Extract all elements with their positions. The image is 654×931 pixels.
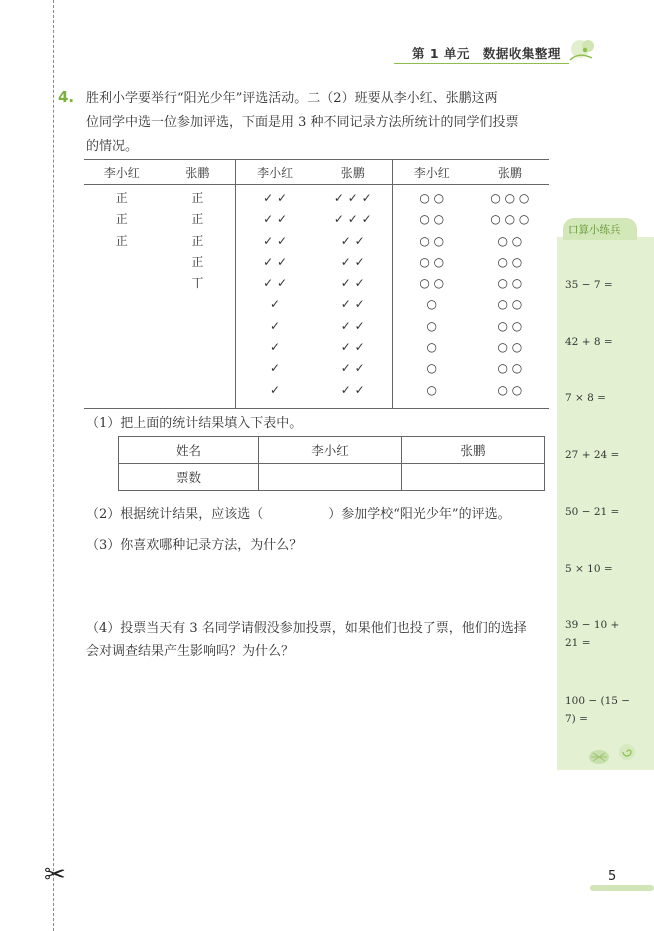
check-mark: ✓ ✓ <box>340 340 365 355</box>
check-mark: ✓ <box>270 340 281 355</box>
circle-mark: ○ ○ <box>497 276 523 291</box>
header-zhang: 张鹏 <box>185 165 210 180</box>
check-mark: ✓ ✓ <box>263 212 288 227</box>
sub-question-4-line: （4）投票当天有 3 名同学请假没参加投票，如果他们也投了票，他们的选择 <box>86 621 527 636</box>
shell-decoration-icon <box>583 740 643 766</box>
sub-question-3: （3）你喜欢哪种记录方法，为什么？ <box>86 538 303 553</box>
check-mark: ✓ <box>270 297 281 312</box>
circle-mark: ○ <box>426 297 437 312</box>
exercise-item: 50 − 21 = <box>565 506 620 518</box>
sidebar-title: 口算小练兵 <box>568 224 621 236</box>
result-header-zhang: 张鹏 <box>402 437 545 464</box>
check-mark: ✓ ✓ <box>340 382 365 397</box>
exercise-item: 27 + 24 = <box>565 449 620 461</box>
header-li: 李小红 <box>413 165 450 180</box>
method1-zhang-column <box>160 188 236 294</box>
check-mark: ✓ ✓ <box>263 276 288 291</box>
circle-mark: ○ <box>426 382 437 397</box>
header-zhang: 张鹏 <box>340 165 365 180</box>
exercise-item: 7) = <box>565 713 588 725</box>
circle-mark: ○ ○ <box>419 276 445 291</box>
page-number-bar <box>590 885 654 891</box>
scissors-icon: ✂ <box>44 860 66 890</box>
check-mark: ✓ ✓ <box>340 297 365 312</box>
check-mark: ✓ ✓ <box>340 318 365 333</box>
result-table <box>118 436 545 491</box>
cut-line <box>53 0 54 931</box>
method3-cell <box>392 185 549 409</box>
exercise-item: 39 − 10 + <box>565 619 620 631</box>
method1-li-column <box>84 188 160 252</box>
circle-mark: ○ ○ <box>419 191 445 205</box>
method1-header <box>84 160 236 185</box>
check-mark: ✓ <box>270 361 281 376</box>
question-intro <box>86 87 548 159</box>
method2-li-column <box>236 188 314 401</box>
circle-mark: ○ ○ <box>497 361 523 376</box>
circle-mark: ○ ○ <box>497 318 523 333</box>
circle-mark: ○ ○ <box>497 297 523 312</box>
circle-mark: ○ ○ <box>497 340 523 355</box>
tally-mark: 丅 <box>191 276 204 291</box>
check-mark: ✓ <box>270 382 281 397</box>
method3-header <box>392 160 549 185</box>
sub-question-4 <box>86 617 551 663</box>
intro-line: 位同学中选一位参加评选，下面是用 3 种不同记录方法所统计的同学们投票 <box>86 115 519 130</box>
header-li: 李小红 <box>103 165 140 180</box>
sub-question-1: （1）把上面的统计结果填入下表中。 <box>86 416 303 431</box>
tally-mark: 正 <box>115 212 128 227</box>
circle-mark: ○ ○ <box>497 254 523 269</box>
sub-question-2: （2）根据统计结果，应该选（ ）参加学校“阳光少年”的评选。 <box>86 507 511 522</box>
intro-line: 胜利小学要举行“阳光少年”评选活动。二（2）班要从李小红、张鹏这两 <box>86 91 498 106</box>
intro-line: 的情况。 <box>86 139 139 154</box>
check-mark: ✓ <box>270 318 281 333</box>
tally-mark: 正 <box>191 212 204 227</box>
header-li: 李小红 <box>257 165 294 180</box>
circle-mark: ○ ○ ○ <box>490 191 530 205</box>
method2-cell <box>236 185 392 409</box>
exercise-item: 100 − (15 − <box>565 695 631 707</box>
result-zhang-votes-field[interactable] <box>402 464 545 491</box>
result-header-li: 李小红 <box>259 437 402 464</box>
circle-mark: ○ ○ <box>497 382 523 397</box>
exercise-item: 21 = <box>565 637 591 649</box>
unit-title: 第 1 单元 数据收集整理 <box>412 46 561 61</box>
check-mark: ✓ ✓ ✓ <box>333 191 372 205</box>
tally-mark: 正 <box>191 233 204 248</box>
result-li-votes-field[interactable] <box>259 464 402 491</box>
method2-header <box>236 160 392 185</box>
circle-mark: ○ ○ ○ <box>490 212 530 227</box>
header-rule <box>394 63 569 64</box>
question-number: 4. <box>58 88 75 106</box>
method3-zhang-column <box>471 188 549 401</box>
method3-li-column <box>393 188 471 401</box>
result-header-name: 姓名 <box>119 437 259 464</box>
method1-cell <box>84 185 236 409</box>
page-number: 5 <box>608 869 617 884</box>
check-mark: ✓ ✓ <box>263 254 288 269</box>
tally-mark: 正 <box>115 191 128 205</box>
tally-mark: 正 <box>191 191 204 205</box>
tally-mark: 正 <box>115 233 128 248</box>
check-mark: ✓ ✓ <box>340 254 365 269</box>
exercise-item: 5 × 10 = <box>565 563 613 575</box>
check-mark: ✓ ✓ <box>340 361 365 376</box>
tally-table <box>84 159 549 409</box>
circle-mark: ○ <box>426 361 437 376</box>
exercise-item: 42 + 8 = <box>565 336 613 348</box>
circle-mark: ○ ○ <box>419 233 445 248</box>
circle-mark: ○ <box>426 340 437 355</box>
circle-mark: ○ ○ <box>419 254 445 269</box>
header-zhang: 张鹏 <box>497 165 522 180</box>
check-mark: ✓ ✓ <box>263 233 288 248</box>
check-mark: ✓ ✓ <box>340 276 365 291</box>
leaf-decoration-icon <box>566 36 600 66</box>
sub-question-4-line: 会对调查结果产生影响吗？为什么？ <box>86 644 295 659</box>
method2-zhang-column <box>314 188 392 401</box>
tally-mark: 正 <box>191 254 204 269</box>
exercise-item: 35 − 7 = <box>565 279 613 291</box>
circle-mark: ○ ○ <box>419 212 445 227</box>
check-mark: ✓ ✓ <box>263 191 288 205</box>
circle-mark: ○ ○ <box>497 233 523 248</box>
result-row-label: 票数 <box>119 464 259 491</box>
circle-mark: ○ <box>426 318 437 333</box>
check-mark: ✓ ✓ ✓ <box>333 212 372 227</box>
exercise-item: 7 × 8 = <box>565 392 606 404</box>
check-mark: ✓ ✓ <box>340 233 365 248</box>
